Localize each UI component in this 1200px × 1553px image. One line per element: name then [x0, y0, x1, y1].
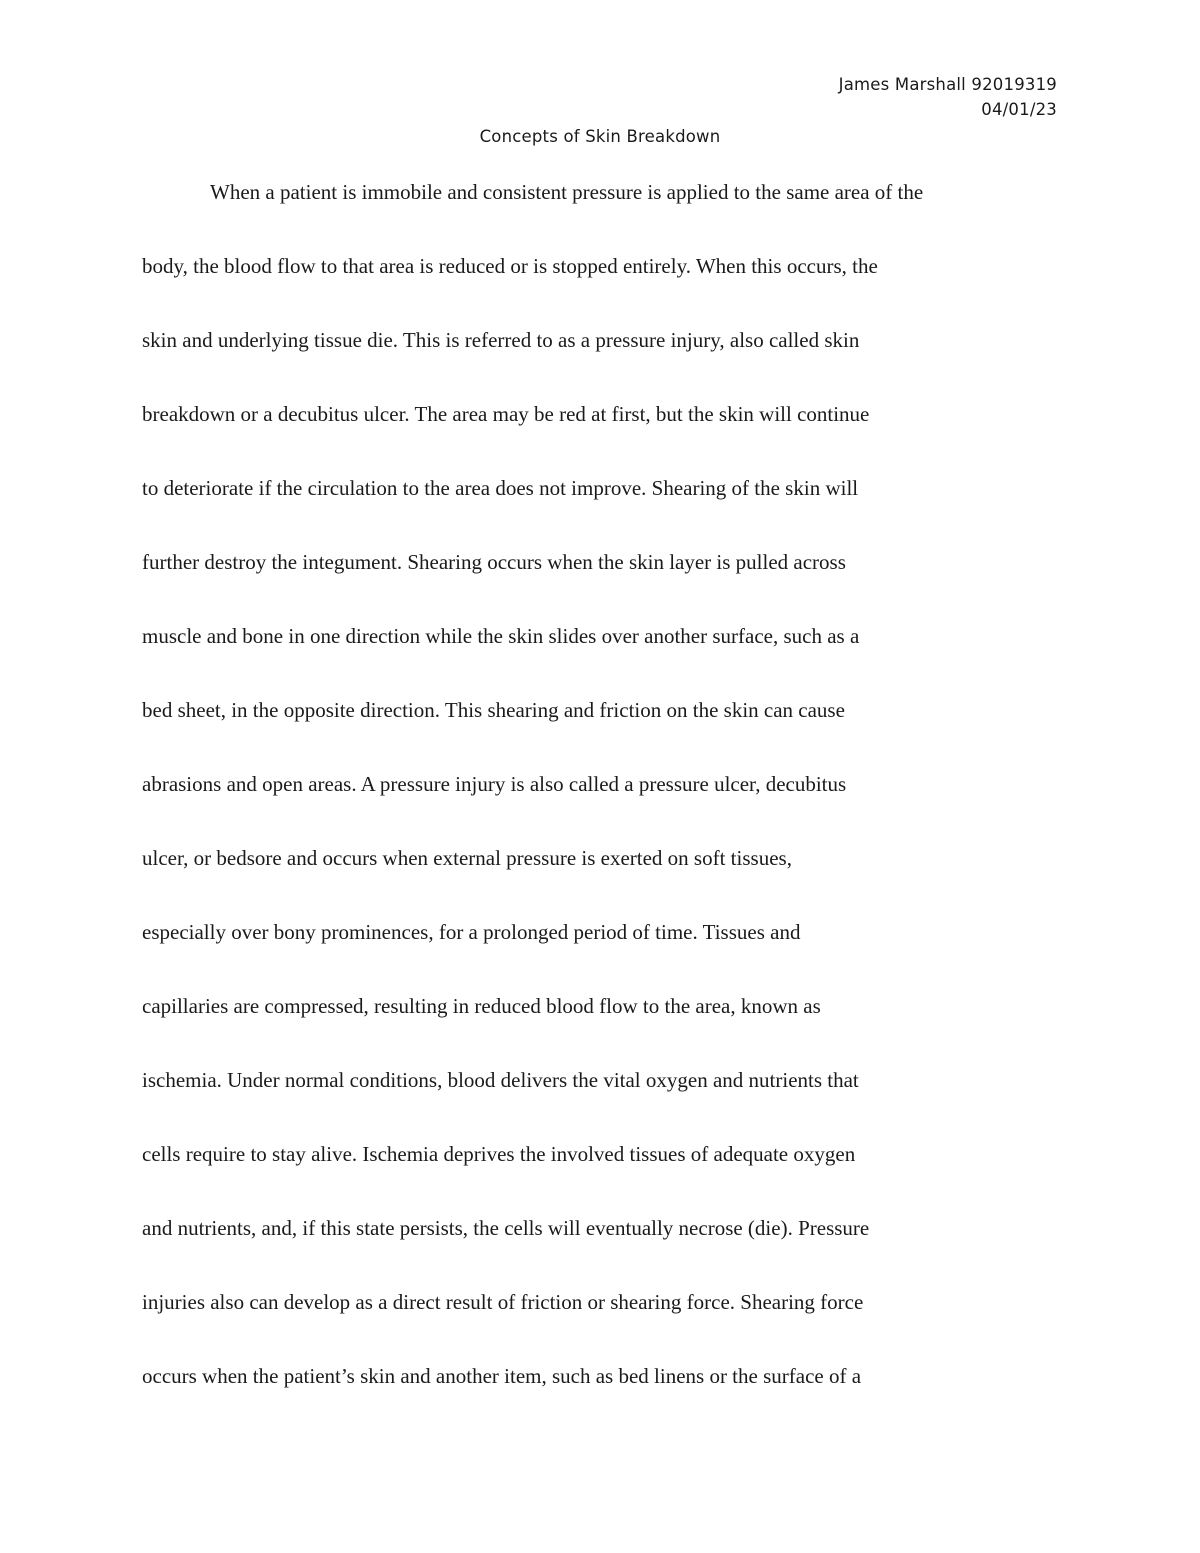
text-line: muscle and bone in one direction while the skin slides over another surface, such as a	[142, 624, 860, 648]
document-date: 04/01/23	[981, 100, 1057, 119]
text-line: occurs when the patient’s skin and another item, such as bed linens or the surface of a	[142, 1364, 862, 1388]
text-line: further destroy the integument. Shearing occurs when the skin layer is pulled across	[142, 550, 846, 574]
text-line: When a patient is immobile and consistent pressure is applied to the same area of the	[210, 180, 924, 204]
text-line: ulcer, or bedsore and occurs when external pressure is exerted on soft tissues,	[142, 846, 792, 870]
text-line: ischemia. Under normal conditions, blood delivers the vital oxygen and nutrients that	[142, 1068, 859, 1092]
document-header	[839, 72, 1057, 122]
text-line: to deteriorate if the circulation to the area does not improve. Shearing of the skin will	[142, 476, 859, 500]
text-line: especially over bony prominences, for a prolonged period of time. Tissues and	[142, 920, 801, 944]
text-line: abrasions and open areas. A pressure injury is also called a pressure ulcer, decubitus	[142, 772, 847, 796]
text-line: skin and underlying tissue die. This is referred to as a pressure injury, also called skin	[142, 328, 860, 352]
text-line: and nutrients, and, if this state persists, the cells will eventually necrose (die). Pressure	[142, 1216, 870, 1240]
document-body	[142, 170, 1062, 1428]
document-title: Concepts of Skin Breakdown	[479, 127, 721, 146]
text-line: breakdown or a decubitus ulcer. The area may be red at first, but the skin will continue	[142, 402, 870, 426]
text-line: body, the blood flow to that area is reduced or is stopped entirely. When this occurs, the	[142, 254, 878, 278]
author-name-id: James Marshall 92019319	[838, 75, 1057, 94]
text-line: cells require to stay alive. Ischemia deprives the involved tissues of adequate oxygen	[142, 1142, 856, 1166]
text-line: capillaries are compressed, resulting in reduced blood flow to the area, known as	[142, 994, 821, 1018]
text-line: bed sheet, in the opposite direction. This shearing and friction on the skin can cause	[142, 698, 845, 722]
text-line: injuries also can develop as a direct result of friction or shearing force. Shearing force	[142, 1290, 864, 1314]
